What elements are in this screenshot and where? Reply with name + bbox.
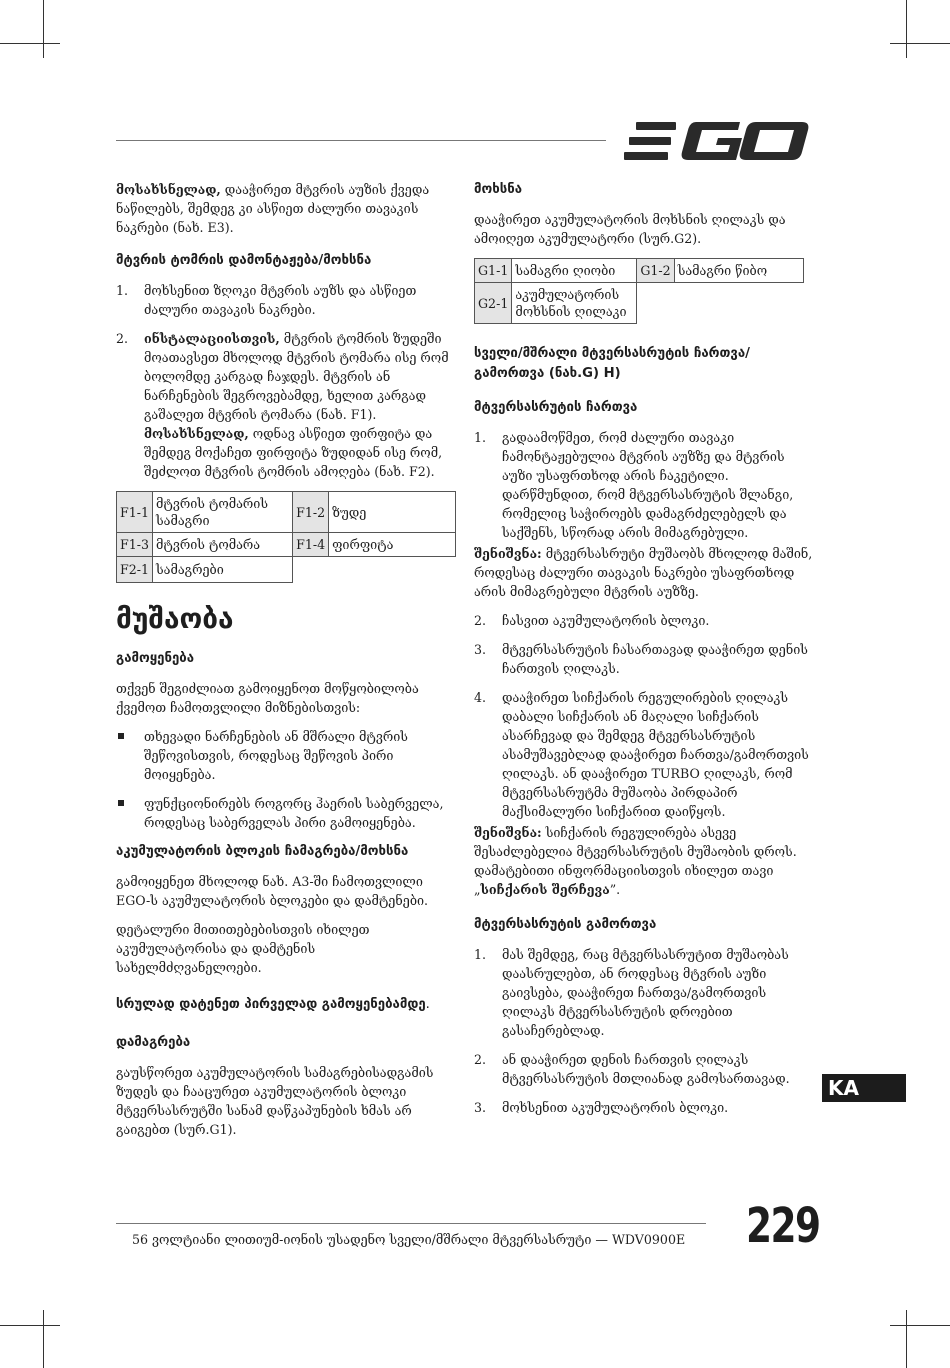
switch-off-steps — [474, 945, 814, 1117]
ego-logo — [622, 118, 810, 164]
usage-bullets — [116, 727, 456, 832]
footer-text: 56 ვოლტიანი ლითიუმ-იონის უსადენო სველი/მშრალი მტვერსასრუტი — WDV0900E — [132, 1232, 686, 1247]
header-rule — [116, 140, 606, 141]
table-row: F1-1 მტვრის ტომარის სამაგრი F1-2 ზუდე — [117, 492, 456, 533]
heading-switch-off: მტვერსასრუტის გამორთვა — [474, 917, 657, 932]
crop-mark — [906, 0, 907, 58]
footer-rule — [116, 1223, 706, 1224]
crop-mark — [43, 1310, 44, 1368]
heading-switch-on: მტვერსასრუტის ჩართვა — [474, 400, 638, 415]
table-row: F1-3 მტვრის ტომარა F1-4 ფირფიტა — [117, 533, 456, 557]
usage-paragraph: თქვენ შეგიძლიათ გამოიყენოთ მოწყობილობა ქვემოთ ჩამოთვლილი მიზნებისთვის: — [116, 681, 419, 715]
list-item: 1. მას შემდეგ, რაც მტვერსასრუტით მუშაობას დაასრულებთ, ან როდესაც მტვრის აუზი გაივსება, დააჭირეთ ჩართვა/გამორთვის ღილაკს მტვერსასრუტის დროებით გასაჩერებლად. — [474, 947, 789, 1038]
heading-battery: აკუმულატორის ბლოკის ჩამაგრება/მოხსნა — [116, 844, 409, 859]
intro-paragraph: მოსახსნელად, დააჭირეთ მტვრის აუზის ქვედა ნაწილებს, შემდეგ კი ასწიეთ ძალური თავაკის ნაკრები (ნახ. E3). — [116, 182, 430, 235]
dust-bag-steps — [116, 281, 456, 481]
table-row: F2-1 სამაგრები — [117, 557, 456, 583]
switch-on-steps-continued — [474, 611, 814, 821]
list-item: 3. მოხსენით აკუმულატორის ბლოკი. — [474, 1100, 729, 1115]
table-row: G2-1 აკუმულატორის მოხსნის ღილაკი — [475, 283, 804, 324]
heading-operation: მუშაობა — [116, 602, 234, 635]
heading-dust-bag: მტვრის ტომრის დამონტაჟება/მოხსნა — [116, 253, 372, 268]
battery-paragraph-1: გამოიყენეთ მხოლოდ ნახ. A3-ში ჩამოთვლილი EGO-ს აკუმულატორის ბლოკები და დამტენები. — [116, 874, 429, 908]
list-item: 2. ინსტალაციისთვის, მტვრის ტომრის ზუდეში მოათავსეთ მხოლოდ მტვრის ტომარა ისე რომ ბოლომდე კარგად ჩაჯდეს. მტვრის ან ნარჩენების შეგროვებამდე, ხელით კარგად გაშალეთ მტვრის ტომარა (ნახ. F1). მოსახსნელად, ოდნავ ასწიეთ ფირფიტა და შემდეგ მოქაჩეთ ფირფიტა ზუდიდან ისე რომ, შეძლოთ მტვრის ტომრის ამოღება (ნახ. F2). — [116, 331, 449, 479]
heading-attach: დამაგრება — [116, 1035, 191, 1050]
dust-bag-parts-table — [116, 491, 456, 583]
list-item: 4. დააჭირეთ სიჩქარის რეგულირების ღილაკს დაბალი სიჩქარის ან მაღალი სიჩქარის ასარჩევად და შემდეგ მტვერსასრუტის ასამუშავებლად დააჭირეთ ჩართვა/გამორთვის ღილაკს. ან დააჭირეთ TURBO ღილაკს, რომ მტვერსასრუტმა მუშაობა პირდაპირ მაქსიმალური სიჩქარით დაიწყოს. — [474, 690, 809, 819]
heading-usage: გამოყენება — [116, 651, 195, 666]
right-column — [474, 180, 814, 1127]
crop-mark — [890, 1325, 950, 1326]
crop-mark — [0, 43, 60, 44]
note-1: შენიშვნა: მტვერსასრუტი მუშაობს მხოლოდ მაშინ, როდესაც ძალური თავაკის ნაკრები უსაფრთხოდ არის მიმაგრებული მტვრის აუზზე. — [474, 546, 813, 599]
remove-paragraph: დააჭირეთ აკუმულატორის მოხსნის ღილაკს და ამოიღეთ აკუმულატორი (სურ.G2). — [474, 212, 786, 246]
switch-on-steps — [474, 428, 814, 542]
heading-switch: სველი/მშრალი მტვერსასრუტის ჩართვა/ გამორთვა (ნახ.G) H) — [474, 346, 750, 381]
note-2: შენიშვნა: სიჩქარის რეგულირება ასევე შესაძლებელია მტვერსასრუტის მუშაობის დროს. დამატებითი ინფორმაციისთვის იხილეთ თავი „სიჩქარის შერჩევა”. — [474, 825, 797, 897]
battery-paragraph-2: დეტალური მითითებებისთვის იხილეთ აკუმულატორისა და დამტენის სახელმძღვანელოები. — [116, 922, 370, 975]
list-item: ფუნქციონირებს როგორც ჰაერის საბერველა, როდესაც საბერველას პირი გამოიყენება. — [116, 794, 456, 832]
attach-paragraph: გაუსწორეთ აკუმულატორის სამაგრებისადგამის ზუდეს და ჩააცურეთ აკუმულატორის ბლოკი მტვერსასრუტში სანამ დაწკაპუნების ხმას არ გაიგებთ (სურ.G1). — [116, 1065, 434, 1137]
table-row: G1-1 სამაგრი ღიობი G1-2 სამაგრი წიბო — [475, 259, 804, 283]
heading-remove: მოხსნა — [474, 182, 523, 197]
crop-mark — [890, 43, 950, 44]
language-badge: KA — [822, 1074, 906, 1102]
list-item: 1. მოხსენით ზღოკი მტვრის აუზს და ასწიეთ ძალური თავაკის ნაკრები. — [116, 283, 417, 317]
list-item: თხევადი ნარჩენების ან მშრალი მტვრის შეწოვისთვის, როდესაც შეწოვის პირი მოიყენება. — [116, 727, 456, 784]
crop-mark — [906, 1310, 907, 1368]
list-item: 2. ჩასვით აკუმულატორის ბლოკი. — [474, 613, 710, 628]
list-item: 2. ან დააჭირეთ დენის ჩართვის ღილაკს მტვერსასრუტის მთლიანად გამოსართავად. — [474, 1052, 790, 1086]
battery-parts-table — [474, 258, 804, 324]
crop-mark — [43, 0, 44, 58]
page-number: 229 — [746, 1198, 820, 1254]
list-item: 3. მტვერსასრუტის ჩასართავად დააჭირეთ დენის ჩართვის ღილაკს. — [474, 642, 808, 676]
list-item: 1. გადაამოწმეთ, რომ ძალური თავაკი ჩამონტაჟებულია მტვრის აუზზე და მტვრის აუზი უსაფრთხოდ არის ჩაკეტილი. დარწმუნდით, რომ მტვერსასრუტის შლანგი, რომელიც საჭიროებს დამაგრძელებელს და საქშენს, სწორად არის მიმაგრებული. — [474, 430, 794, 540]
crop-mark — [0, 1325, 60, 1326]
left-column — [116, 180, 456, 1149]
heading-charge: სრულად დატენეთ პირველად გამოყენებამდე. — [116, 997, 430, 1012]
